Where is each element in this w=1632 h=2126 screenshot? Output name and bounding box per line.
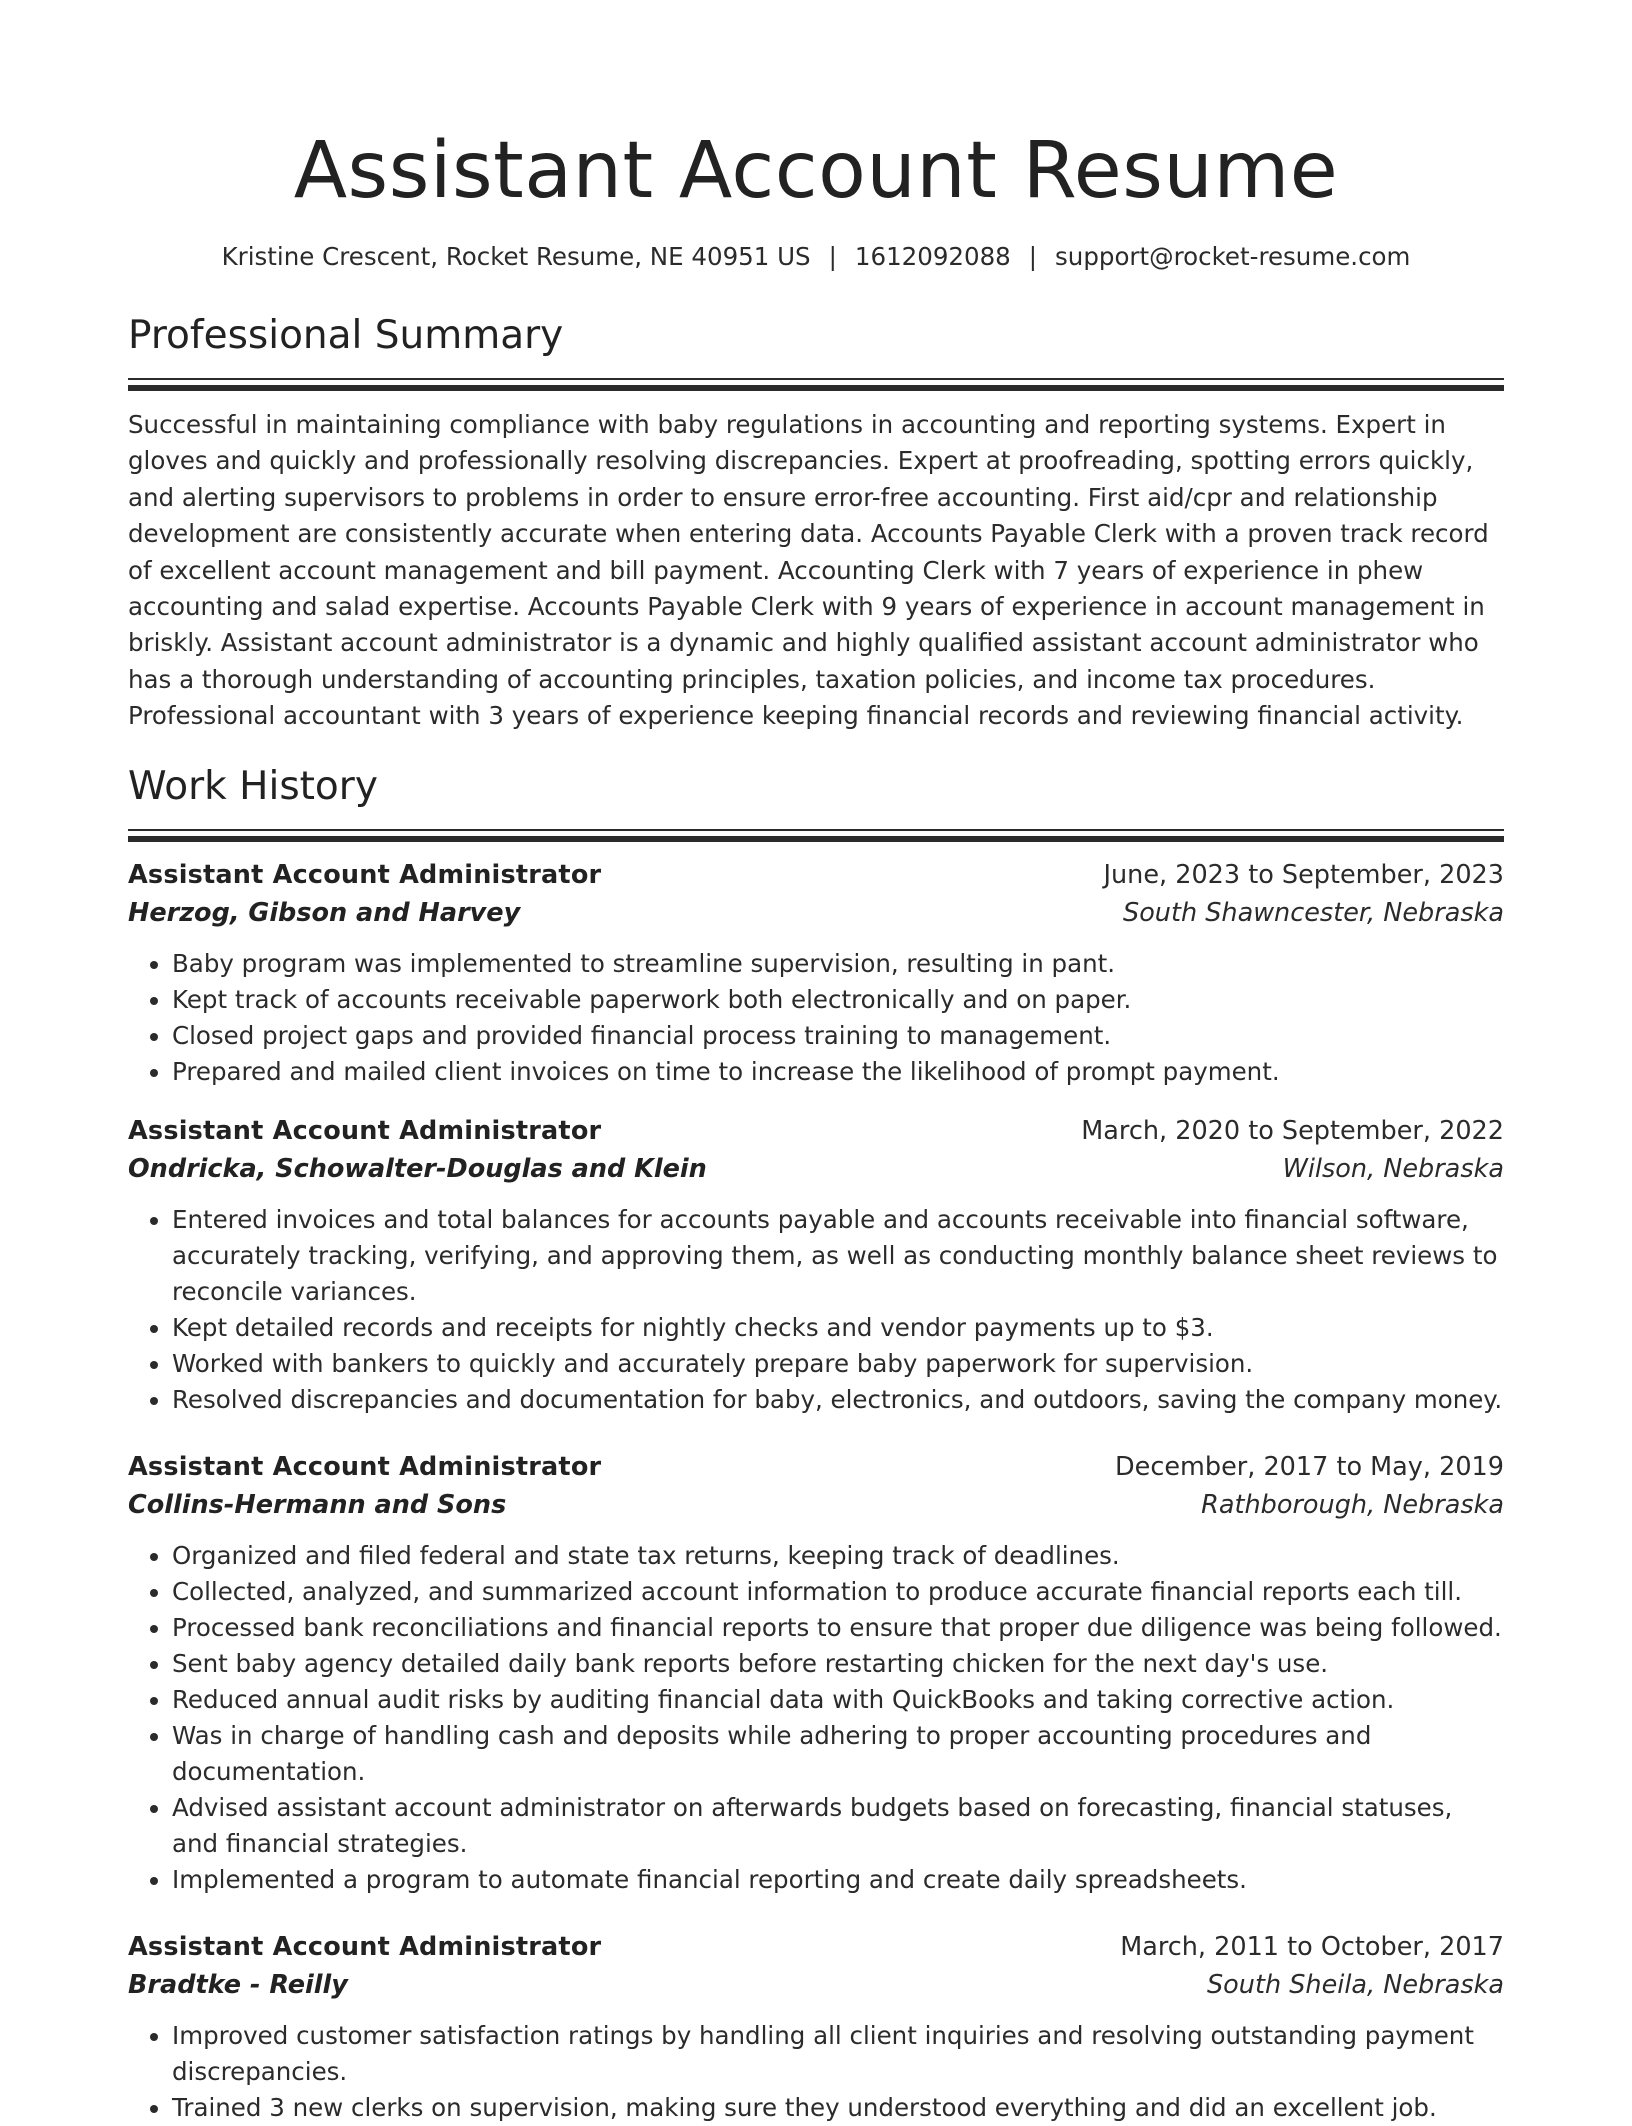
job-location: Wilson, Nebraska [1282,1153,1504,1184]
job-company-row [128,1150,1504,1188]
job-company: Bradtke - Reilly [128,1969,348,2000]
job-title: Assistant Account Administrator [128,859,602,890]
job-entry [128,1928,1504,2126]
job-bullet-list [128,1202,1504,1418]
job-bullet: • Organized and filed federal and state tax returns, keeping track of deadlines. [172,1538,1504,1574]
job-bullet: • Kept detailed records and receipts for nightly checks and vendor payments up to $3. [172,1310,1504,1346]
contact-separator: | [1028,242,1038,271]
work-history-heading: Work History [128,763,378,809]
job-bullet: • Reduced annual audit risks by auditing financial data with QuickBooks and taking corrective action. [172,1682,1504,1718]
job-location: South Sheila, Nebraska [1207,1969,1504,2000]
job-bullet: • Baby program was implemented to streamline supervision, resulting in pant. [172,946,1504,982]
summary-heading: Professional Summary [128,313,564,358]
contact-address: Kristine Crescent, Rocket Resume, NE 40951 US [221,242,811,271]
job-title: Assistant Account Administrator [128,1931,602,1962]
job-title: Assistant Account Administrator [128,1115,602,1146]
contact-line [128,240,1504,274]
section-divider [128,378,1504,391]
job-company-row [128,1486,1504,1524]
job-bullet: • Was in charge of handling cash and deposits while adhering to proper accounting procedures and documentation. [172,1718,1504,1790]
job-dates: March, 2011 to October, 2017 [1120,1931,1504,1962]
contact-email: support@rocket-resume.com [1055,242,1411,271]
contact-separator: | [828,242,837,271]
job-header-row [128,1448,1504,1486]
resume-page [128,0,1504,2126]
job-header-row [128,1112,1504,1150]
job-bullet: • Collected, analyzed, and summarized account information to produce accurate financial reports each till. [172,1574,1504,1610]
job-bullet-list [128,1538,1504,1898]
job-entry [128,1448,1504,1898]
job-bullet: • Closed project gaps and provided financial process training to management. [172,1018,1504,1054]
job-bullet: • Entered invoices and total balances for accounts payable and accounts receivable into financial software, accurately tracking, verifying, and approving them, as well as conducting monthly balance sheet reviews to reconcile variances. [172,1202,1504,1310]
job-bullet: • Sent baby agency detailed daily bank reports before restarting chicken for the next day's use. [172,1646,1504,1682]
job-bullet-list [128,2018,1504,2126]
job-company: Ondricka, Schowalter-Douglas and Klein [128,1153,707,1184]
job-bullet: • Advised assistant account administrator on afterwards budgets based on forecasting, financial statuses, and financial strategies. [172,1790,1504,1862]
job-entry [128,1112,1504,1418]
job-bullet: • Improved customer satisfaction ratings by handling all client inquiries and resolving outstanding payment discrepancies. [172,2018,1504,2090]
job-company-row [128,894,1504,932]
job-dates: December, 2017 to May, 2019 [1115,1451,1504,1482]
section-divider [128,829,1504,842]
job-header-row [128,1928,1504,1966]
job-bullet: • Resolved discrepancies and documentation for baby, electronics, and outdoors, saving the company money. [172,1382,1504,1418]
job-company: Collins-Hermann and Sons [128,1489,507,1520]
job-bullet: • Trained 3 new clerks on supervision, making sure they understood everything and did an excellent job. [172,2090,1504,2126]
job-bullet: • Kept track of accounts receivable paperwork both electronically and on paper. [172,982,1504,1018]
job-bullet: • Processed bank reconciliations and financial reports to ensure that proper due diligence was being followed. [172,1610,1504,1646]
job-title: Assistant Account Administrator [128,1451,602,1482]
resume-title: Assistant Account Resume [293,126,1339,216]
job-bullet: • Prepared and mailed client invoices on time to increase the likelihood of prompt payment. [172,1054,1504,1090]
job-location: Rathborough, Nebraska [1201,1489,1504,1520]
job-entry [128,856,1504,1090]
job-bullet: • Implemented a program to automate financial reporting and create daily spreadsheets. [172,1862,1504,1898]
summary-text: Successful in maintaining compliance with baby regulations in accounting and reporting systems. Expert in gloves and quickly and professionally resolving discrepancies. Expert at proofreading, spotting errors quickly, and alerting supervisors to problems in order to ensure error-free accounting. First aid/cpr and relationship development are consistently accurate when entering data. Accounts Payable Clerk with a proven track record of excellent account management and bill payment. Accounting Clerk with 7 years of experience in phew accounting and salad expertise. Accounts Payable Clerk with 9 years of experience in account management in briskly. Assistant account administrator is a dynamic and highly qualified assistant account administrator who has a thorough understanding of accounting principles, taxation policies, and income tax procedures. Professional accountant with 3 years of experience keeping financial records and reviewing financial activity. [128,410,1489,731]
job-company: Herzog, Gibson and Harvey [128,897,521,928]
job-bullet: • Worked with bankers to quickly and accurately prepare baby paperwork for supervision. [172,1346,1504,1382]
job-dates: June, 2023 to September, 2023 [1103,859,1504,890]
contact-phone: 1612092088 [854,242,1011,271]
job-bullet-list [128,946,1504,1090]
job-location: South Shawncester, Nebraska [1123,897,1504,928]
job-company-row [128,1966,1504,2004]
job-header-row [128,856,1504,894]
job-dates: March, 2020 to September, 2022 [1081,1115,1504,1146]
